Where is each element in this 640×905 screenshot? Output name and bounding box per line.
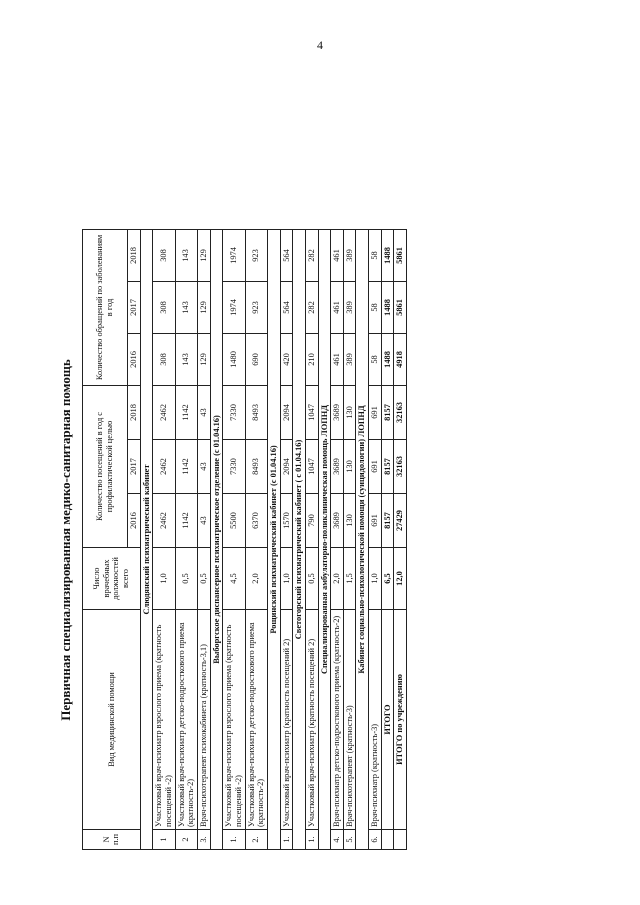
- total-empty-cell: [381, 830, 394, 850]
- section-header-row: [267, 229, 280, 849]
- row-visits-prof: 7330: [223, 385, 245, 439]
- row-number: 5.: [343, 830, 356, 850]
- section-header-row: [140, 229, 153, 849]
- row-visits-dis: 461: [331, 281, 344, 333]
- row-staff: 1,0: [369, 548, 382, 610]
- table-row: [331, 229, 344, 849]
- row-number: 3.: [197, 830, 210, 850]
- document-title: Первичная специализированная медико-санитарная помощь: [58, 359, 73, 721]
- total-row: [394, 229, 407, 849]
- section-title: Кабинет социально-психологической помощи (суицидологии) ЛОПНД: [356, 229, 369, 849]
- row-number: 2.: [245, 830, 267, 850]
- total-visits-dis: 1488: [381, 333, 394, 385]
- row-number: 1.: [305, 830, 318, 850]
- section-title: Рощинский психиатрический кабинет (с 01.04.16): [267, 229, 280, 849]
- total-label: ИТОГО по учреждению: [394, 610, 407, 830]
- row-visits-dis: 282: [305, 229, 318, 281]
- total-visits-prof: 32163: [394, 385, 407, 439]
- total-visits-prof: 8157: [381, 385, 394, 439]
- row-visits-dis: 1974: [223, 229, 245, 281]
- row-visits-prof: 130: [343, 385, 356, 439]
- row-name: Врач-психиатр детско-подросткового приема (кратность-2): [331, 610, 344, 830]
- row-name: Участковый врач-психиатр взрослого приема (кратность посещений -2): [223, 610, 245, 830]
- table-row: [245, 229, 267, 849]
- row-name: Участковый врач-психиатр взрослого приема (кратность посещений -2): [153, 610, 175, 830]
- row-visits-prof: 43: [197, 494, 210, 548]
- row-visits-dis: 461: [331, 333, 344, 385]
- row-visits-dis: 1974: [223, 281, 245, 333]
- row-visits-prof: 43: [197, 440, 210, 494]
- row-visits-dis: 308: [153, 333, 175, 385]
- total-staff: 6,5: [381, 548, 394, 610]
- row-staff: 4,5: [223, 548, 245, 610]
- row-visits-prof: 1570: [280, 494, 293, 548]
- table-row: [305, 229, 318, 849]
- row-visits-prof: 1047: [305, 440, 318, 494]
- row-visits-prof: 7330: [223, 440, 245, 494]
- total-row: [381, 229, 394, 849]
- row-name: Участковый врач-психиатр детско-подросткового приема (кратность-2): [175, 610, 197, 830]
- row-visits-dis: 564: [280, 229, 293, 281]
- row-staff: 2,0: [331, 548, 344, 610]
- header-type: Вид медицинской помощи: [83, 610, 141, 830]
- row-visits-prof: 1142: [175, 440, 197, 494]
- row-visits-prof: 2462: [153, 385, 175, 439]
- row-visits-dis: 923: [245, 229, 267, 281]
- row-visits-dis: 389: [343, 281, 356, 333]
- row-visits-dis: 58: [369, 333, 382, 385]
- row-visits-prof: 691: [369, 385, 382, 439]
- row-number: 1: [153, 830, 175, 850]
- page-number: 4: [317, 38, 323, 52]
- row-visits-prof: 8493: [245, 440, 267, 494]
- row-visits-dis: 210: [305, 333, 318, 385]
- row-visits-dis: 1480: [223, 333, 245, 385]
- row-visits-dis: 461: [331, 229, 344, 281]
- rotated-document: [56, 230, 596, 850]
- row-number: 1.: [280, 830, 293, 850]
- section-title: Слюдянский психиатрический кабинет: [140, 229, 153, 849]
- total-visits-dis: 4918: [394, 333, 407, 385]
- row-number: 1.: [223, 830, 245, 850]
- row-staff: 0,5: [197, 548, 210, 610]
- row-visits-dis: 923: [245, 281, 267, 333]
- row-visits-dis: 58: [369, 229, 382, 281]
- total-empty-cell: [394, 830, 407, 850]
- table-row: [153, 229, 175, 849]
- table-row: [223, 229, 245, 849]
- row-name: Врач-психотерапевт (кратность-3): [343, 610, 356, 830]
- table-row: [197, 229, 210, 849]
- section-header-row: [356, 229, 369, 849]
- total-visits-dis: 1488: [381, 229, 394, 281]
- row-visits-prof: 5500: [223, 494, 245, 548]
- row-visits-prof: 2462: [153, 440, 175, 494]
- table-row: [280, 229, 293, 849]
- section-title: Специализированная амбулаторно-поликлиническая помощь ЛОПНД: [318, 229, 331, 849]
- row-visits-dis: 143: [175, 229, 197, 281]
- row-visits-prof: 1142: [175, 385, 197, 439]
- row-visits-dis: 143: [175, 333, 197, 385]
- row-visits-prof: 1142: [175, 494, 197, 548]
- total-visits-prof: 8157: [381, 440, 394, 494]
- row-name: Врач-психиатр (кратность-3): [369, 610, 382, 830]
- row-visits-prof: 3689: [331, 494, 344, 548]
- medical-care-table: [82, 229, 407, 850]
- row-visits-dis: 420: [280, 333, 293, 385]
- header-year: 2016: [128, 494, 141, 548]
- section-title: Выборгское диспансерное психиатрическое отделение (с 01.04.16): [210, 229, 223, 849]
- header-year: 2016: [128, 333, 141, 385]
- total-staff: 12,0: [394, 548, 407, 610]
- row-visits-prof: 3689: [331, 385, 344, 439]
- total-visits-prof: 32163: [394, 440, 407, 494]
- row-name: Участковый врач-психиатр (кратность посещений 2): [305, 610, 318, 830]
- row-staff: 1,0: [153, 548, 175, 610]
- row-visits-dis: 308: [153, 229, 175, 281]
- row-visits-dis: 282: [305, 281, 318, 333]
- row-visits-dis: 389: [343, 333, 356, 385]
- row-visits-dis: 143: [175, 281, 197, 333]
- table-header: [83, 229, 141, 849]
- total-visits-prof: 27429: [394, 494, 407, 548]
- header-num: N п.п: [83, 830, 141, 850]
- header-visits-prof: Количество посещений в год с профилактической целью: [83, 385, 128, 547]
- row-staff: 2,0: [245, 548, 267, 610]
- row-visits-prof: 43: [197, 385, 210, 439]
- table-body: [140, 229, 406, 849]
- row-number: 2: [175, 830, 197, 850]
- header-year: 2018: [128, 229, 141, 281]
- header-visits-dis: Количество обращений по заболеваниям в год: [83, 229, 128, 385]
- row-name: Врач-психотерапевт психокабинета (кратность-3,1): [197, 610, 210, 830]
- table-row: [369, 229, 382, 849]
- row-visits-prof: 3689: [331, 440, 344, 494]
- row-number: 4.: [331, 830, 344, 850]
- row-visits-dis: 129: [197, 229, 210, 281]
- row-visits-prof: 691: [369, 494, 382, 548]
- header-year: 2017: [128, 281, 141, 333]
- total-label: ИТОГО: [381, 610, 394, 830]
- table-row: [175, 229, 197, 849]
- row-visits-prof: 790: [305, 494, 318, 548]
- row-visits-dis: 690: [245, 333, 267, 385]
- section-header-row: [318, 229, 331, 849]
- header-staff: Число врачебных должностей всего: [83, 548, 141, 610]
- section-header-row: [293, 229, 306, 849]
- row-visits-prof: 130: [343, 440, 356, 494]
- row-visits-prof: 691: [369, 440, 382, 494]
- total-visits-dis: 1488: [381, 281, 394, 333]
- row-visits-dis: 389: [343, 229, 356, 281]
- row-visits-prof: 1047: [305, 385, 318, 439]
- row-visits-prof: 6370: [245, 494, 267, 548]
- header-year: 2018: [128, 385, 141, 439]
- total-visits-dis: 5861: [394, 281, 407, 333]
- row-visits-prof: 130: [343, 494, 356, 548]
- row-visits-dis: 308: [153, 281, 175, 333]
- row-visits-dis: 129: [197, 281, 210, 333]
- row-name: Участковый врач-психиатр (кратность посещений 2): [280, 610, 293, 830]
- row-visits-prof: 2094: [280, 440, 293, 494]
- row-staff: 1,0: [280, 548, 293, 610]
- row-visits-prof: 8493: [245, 385, 267, 439]
- section-title: Светогорский психиатрический кабинет ( с 01.04.16): [293, 229, 306, 849]
- row-number: 6.: [369, 830, 382, 850]
- header-year: 2017: [128, 440, 141, 494]
- row-visits-prof: 2462: [153, 494, 175, 548]
- section-header-row: [210, 229, 223, 849]
- row-staff: 1,5: [343, 548, 356, 610]
- row-visits-dis: 564: [280, 281, 293, 333]
- row-staff: 0,5: [305, 548, 318, 610]
- row-visits-prof: 2094: [280, 385, 293, 439]
- table-row: [343, 229, 356, 849]
- row-staff: 0,5: [175, 548, 197, 610]
- row-visits-dis: 129: [197, 333, 210, 385]
- total-visits-prof: 8157: [381, 494, 394, 548]
- row-visits-dis: 58: [369, 281, 382, 333]
- total-visits-dis: 5861: [394, 229, 407, 281]
- row-name: Участковый врач-психиатр детско-подросткового приема (кратность-2): [245, 610, 267, 830]
